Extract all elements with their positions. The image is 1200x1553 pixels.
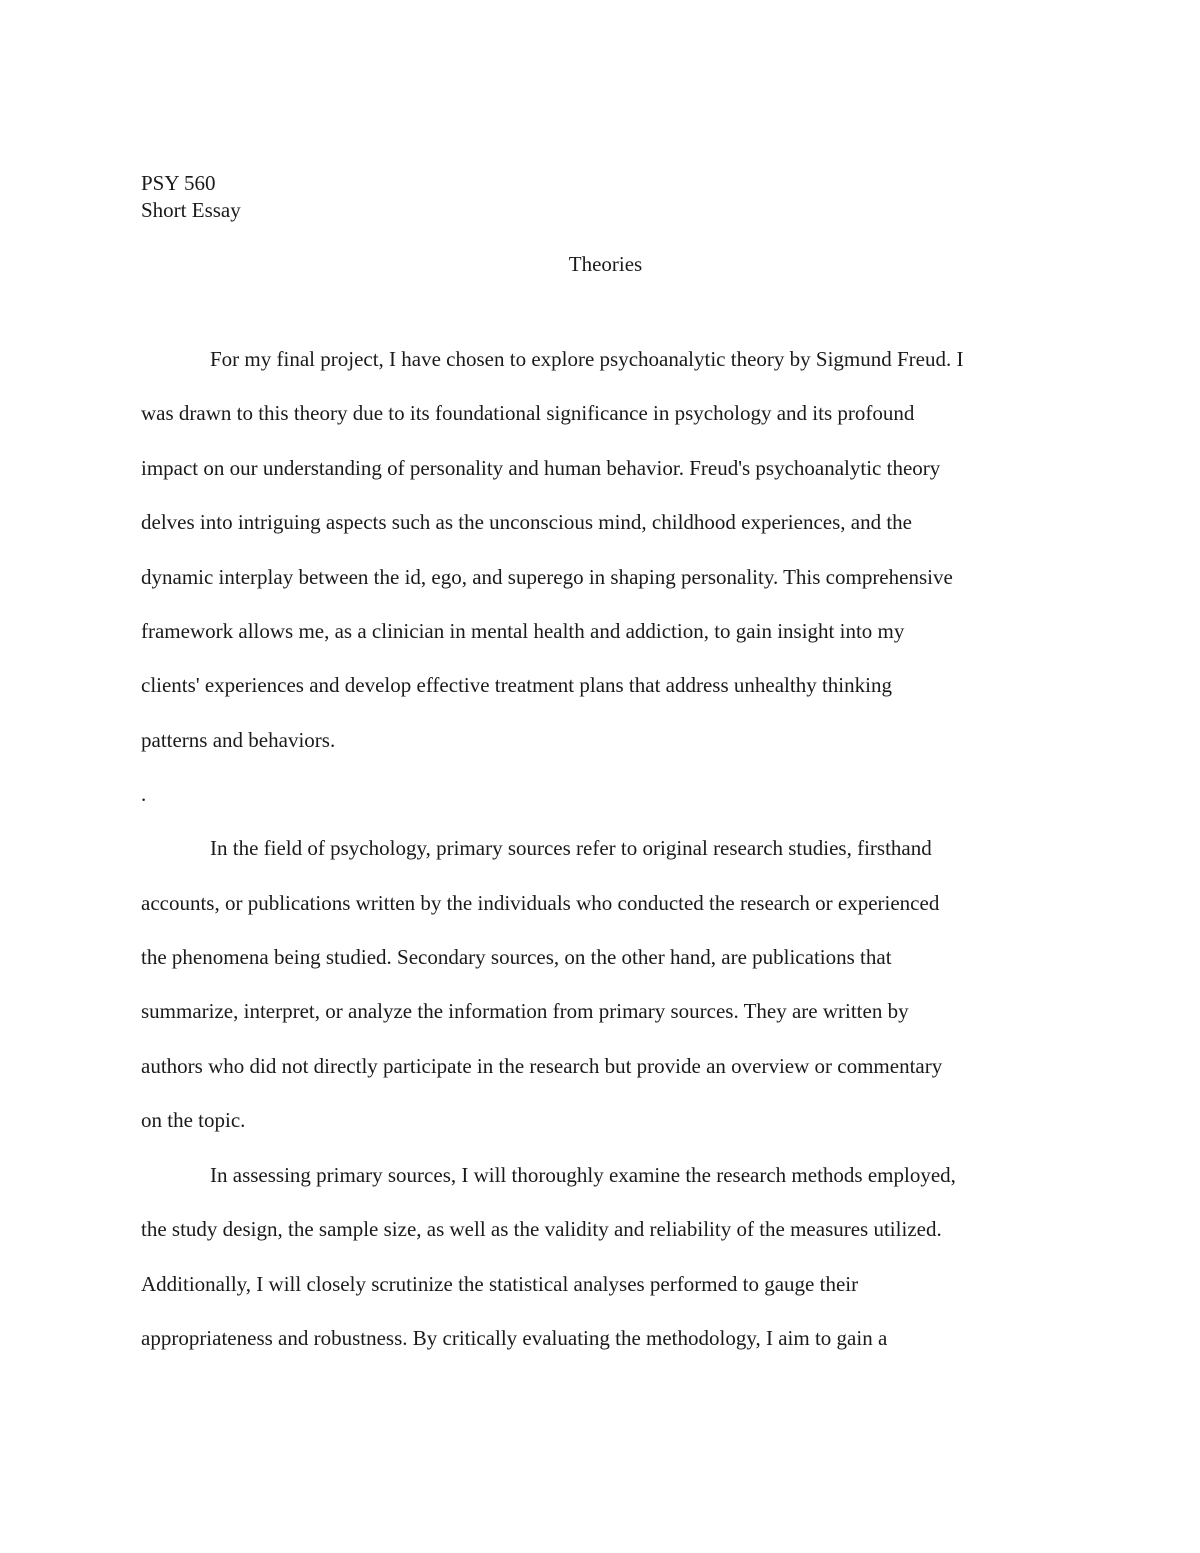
paragraph-line: delves into intriguing aspects such as the unconscious mind, childhood experiences, and the [141, 510, 912, 535]
paragraph-3 [141, 1148, 1071, 1366]
paragraph-line: For my final project, I have chosen to explore psychoanalytic theory by Sigmund Freud. I [210, 347, 964, 371]
paragraph-line: In assessing primary sources, I will thoroughly examine the research methods employed, [210, 1162, 956, 1187]
paragraph-1 [141, 332, 1071, 767]
paragraph-line: on the topic. [141, 1108, 246, 1133]
paragraph-line: appropriateness and robustness. By critically evaluating the methodology, I aim to gain a [141, 1325, 888, 1350]
paragraph-line: authors who did not directly participate in the research but provide an overview or commentary [141, 1053, 943, 1078]
paragraph-line: In the field of psychology, primary sources refer to original research studies, firsthand [210, 836, 932, 861]
paragraph-line: the study design, the sample size, as well as the validity and reliability of the measures utilized. [141, 1217, 942, 1242]
document-header [141, 170, 241, 224]
paragraph-line: clients' experiences and develop effective treatment plans that address unhealthy thinking [141, 673, 892, 698]
essay-title: Theories [568, 252, 643, 276]
assignment-type: Short Essay [141, 198, 241, 222]
paragraph-line: was drawn to this theory due to its foundational significance in psychology and its profound [141, 401, 915, 426]
paragraph-line: the phenomena being studied. Secondary sources, on the other hand, are publications that [141, 945, 892, 970]
paragraph-line: framework allows me, as a clinician in mental health and addiction, to gain insight into my [141, 619, 905, 644]
paragraph-line: dynamic interplay between the id, ego, and superego in shaping personality. This comprehensive [141, 564, 953, 589]
stray-period: . [141, 782, 147, 807]
paragraph-line: patterns and behaviors. [141, 727, 336, 752]
paragraph-line: Additionally, I will closely scrutinize the statistical analyses performed to gauge their [141, 1271, 859, 1296]
essay-body [141, 332, 1071, 1365]
course-code: PSY 560 [141, 171, 216, 195]
paragraph-line: accounts, or publications written by the individuals who conducted the research or experienced [141, 890, 940, 915]
paragraph-line: impact on our understanding of personality and human behavior. Freud's psychoanalytic theory [141, 455, 941, 480]
paragraph-line: summarize, interpret, or analyze the information from primary sources. They are written by [141, 999, 909, 1024]
paragraph-2 [141, 821, 1071, 1147]
